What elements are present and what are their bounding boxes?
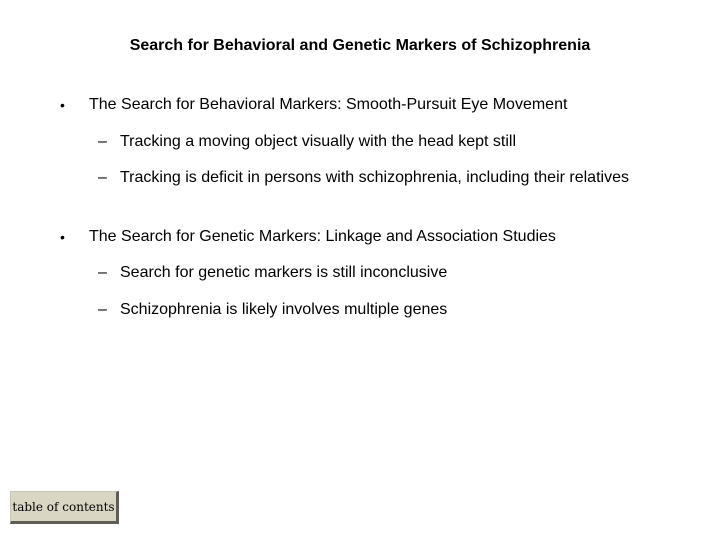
slide-title: Search for Behavioral and Genetic Markers of Schizophrenia xyxy=(129,37,591,54)
sub-bullet-dash-icon: – xyxy=(98,133,107,150)
table-of-contents-button[interactable]: table of contents xyxy=(10,491,119,524)
sub-bullet-multiple-genes: Schizophrenia is likely involves multiple genes xyxy=(120,301,448,318)
sub-bullet-tracking-deficit: Tracking is deficit in persons with schizophrenia, including their relatives xyxy=(120,169,629,186)
sub-bullet-dash-icon: – xyxy=(98,301,107,318)
bullet-icon: • xyxy=(60,229,65,245)
sub-bullet-dash-icon: – xyxy=(98,169,107,186)
sub-bullet-dash-icon: – xyxy=(98,264,107,281)
bullet-behavioral-markers: The Search for Behavioral Markers: Smooth-Pursuit Eye Movement xyxy=(89,96,568,113)
sub-bullet-tracking-definition: Tracking a moving object visually with the head kept still xyxy=(120,133,517,150)
bullet-icon: • xyxy=(60,97,65,113)
sub-bullet-inconclusive: Search for genetic markers is still inconclusive xyxy=(120,264,448,281)
bullet-genetic-markers: The Search for Genetic Markers: Linkage and Association Studies xyxy=(89,228,556,245)
